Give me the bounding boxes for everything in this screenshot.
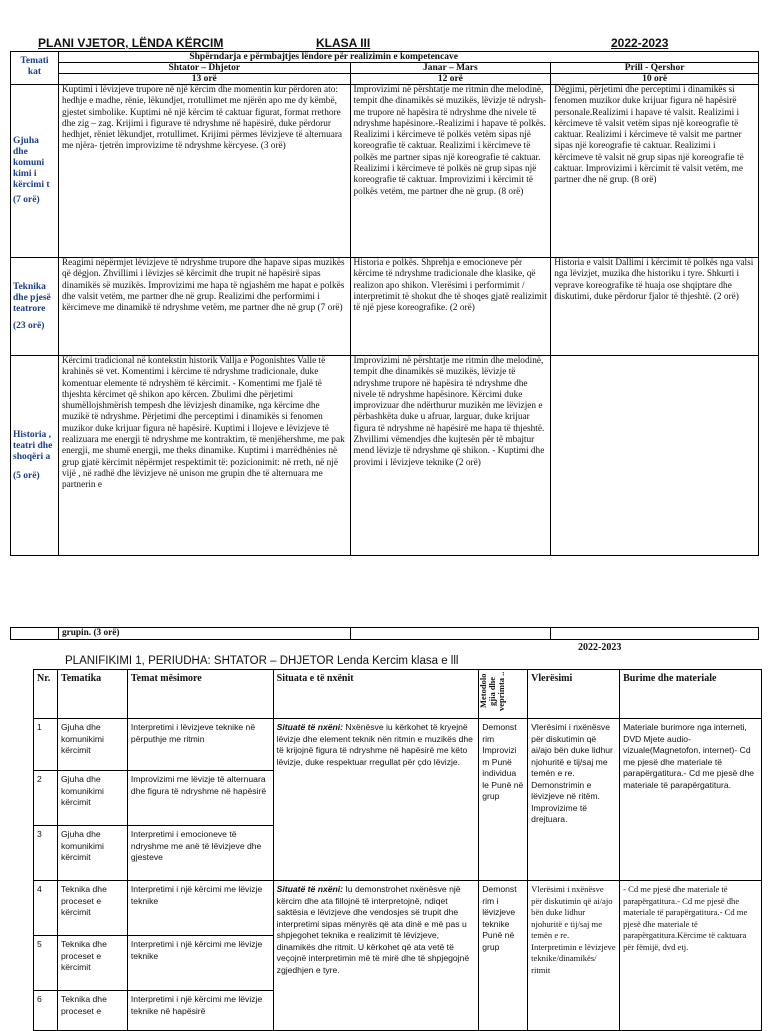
plan-cell: Kërcimi tradicional në kontekstin historik Vallja e Pogonishtes Valle të krahinës së vet. Komentimi i kërcime të ndryshme tradicionale, duke komentuar elemente të ndryshëm të kërcimit. - Komentimi me fjalë të thjeshta kërcimet që shikon apo kërcen. Zbulimi dhe përjetimi shumëllojshmërish tempesh dhe lëvizjesh dinamike, nga kërcime dhe muzikë të ndryshme. Përjetimi dhe perceptimi i dinamikës si fenomen muzikor duke krijuar figura në hapësirë. Kuptimi i llojeve e lëvizjeve të realizuara me energji të ndryshme me kontraktim, të menjëhershme, me pak energji, me shumë energji, me theks dinamike. Kuptimi i marrëdhënies në grup gjatë kërcimit nëpërmjet respektimit të: pozicionimit: në rreth, në një vijë , në radhë dhe lëvizjeve në unison me grupin dhe të alternuara me partnerin e bbox=[58, 356, 350, 556]
header-distribution: Shpërndarja e përmbajtjes lëndore për bbox=[58, 52, 350, 63]
theme-cell: Teknika dhe proceset e bbox=[57, 991, 127, 1031]
period-name: Janar – Mars bbox=[350, 63, 551, 74]
column-header: Situata e të nxënit bbox=[273, 670, 479, 719]
situation-cell bbox=[273, 881, 479, 1031]
table-row bbox=[34, 881, 762, 936]
annual-plan-table bbox=[10, 51, 759, 556]
theme-cell: Gjuha dhe komunikimi kërcimit bbox=[57, 719, 127, 771]
evaluation-cell: Vlerësimi i nxënësve për diskutimin që ai/ajo bën duke lidhur njohuritë e tij/saj me temën e re. Interpretimin e lëvizjeve teknike/dinamikës/ ritmit bbox=[528, 881, 620, 1031]
row-number: 2 bbox=[34, 771, 58, 826]
topic-hours: (7 orë) bbox=[13, 195, 40, 205]
plan-cell: Improvizimi në përshtatje me ritmin dhe melodinë, tempit dhe dinamikës së muzikës, lëvizje të ndrysh-me trupore në hapësira të ndryshme dhe nivele të ndryshme hapësinore.-Realizimi i hapave të polkës. Realizimi i kërcimeve të polkës vetëm sipas një koreografie të caktuar. Realizimi i kërcimeve të polkës me partner sipas një koreografie të caktuar. Realizimi i kërcimeve të polkës në grup sipas një koreografie të caktuar. Improvizimi i kërcimit të polkës vetëm, me partner dhe në grup. (8 orë) bbox=[350, 85, 551, 258]
table-row bbox=[11, 356, 759, 556]
situation-text: Iu demonstrohet nxënësve një kërcim dhe ata fillojnë të interpretojnë, ndiqet saktësia e lëvizjeve dhe vendosjes së trupit dhe interpretimi sipas mënyrës që ata dinë e më pas u shpjegohet teknika e realizimit të lëvizjeve, dinamikës dhe ritmit. U kërkohet që ata vetë të veçojnë interpretimin më të mirë dhe të shpjegojnë zgjedhjen e tyre. bbox=[276, 884, 470, 975]
table-header-row bbox=[34, 670, 762, 719]
plan-cell: Historia e polkës. Shprehja e emocioneve për kërcime të ndryshme tradicionale dhe klasike, që realizon apo shikon. Vlerësimi i performimit / interpretimit të shokut dhe të shoqes gjatë realizimit të një pjese koreografike. (2 orë) bbox=[350, 258, 551, 356]
row-number: 3 bbox=[34, 826, 58, 881]
continuation-row bbox=[11, 628, 759, 640]
topic-name: Teknika dhe pjesë teatrore bbox=[13, 281, 51, 314]
topic-cell: Interpretimi i një kërcimi me lëvizje teknike bbox=[127, 881, 273, 936]
plan-cell: Improvizimi në përshtatje me ritmin dhe melodinë, tempit dhe dinamikës së muzikës, lëvizje të ndryshme trupore në hapësira të ndryshme dhe nivele të ndryshme hapësinore. Kërcimi duke improvizuar dhe ndërthurur muzikën me lëvizjen e përbashkëta duke u afruar, larguar, duke krijuar figura të ndryshme në hapësirë me hapa të thjeshtë. Zhvillimi vëmendjes dhe kujtesën për të mbajtur mend lëvizje të ndryshme që shikon. - Kuptimi dhe provimi i lëvizjeve teknike (2 orë) bbox=[350, 356, 551, 556]
theme-cell: Gjuha dhe komunikimi kërcimit bbox=[57, 826, 127, 881]
plan-cell: Kuptimi i lëvizjeve trupore në një kërcim dhe momentin kur përdoren ato: hedhje e madhe, rënie, lëkundjet, rrotullimet me njërën apo me dy këmbë, gjestet simbolike. Kuptimi në një kërcim të caktuar figurat, format rrethore dhe zig – zag. Krijimi i figurave të ndryshme në hapësirë, duke përdorur hedhjet, rëniet lëkundjet, rrotullimet. Krijimi përmes lëvizjeve të alternuara me njëra- tjetrën improvizime të ndryshme kërcyese. (3 orë) bbox=[58, 85, 350, 258]
column-header: Burime dhe materiale bbox=[620, 670, 762, 719]
situation-label: Situatë të nxëni: bbox=[276, 884, 344, 894]
topic-cell: Interpretimi i një kërcimi me lëvizje teknike bbox=[127, 936, 273, 991]
empty-cell bbox=[350, 628, 551, 640]
period-name: Shtator – Dhjetor bbox=[58, 63, 350, 74]
period-hours: 13 orë bbox=[58, 74, 350, 85]
theme-cell: Teknika dhe proceset e kërcimit bbox=[57, 936, 127, 991]
column-header: Tematika bbox=[57, 670, 127, 719]
topic-name: Gjuha dhe komuni kimi i kërcimi t bbox=[13, 136, 50, 190]
empty-cell bbox=[551, 628, 759, 640]
column-header: Temat mësimore bbox=[127, 670, 273, 719]
table-row bbox=[34, 719, 762, 771]
situation-cell bbox=[273, 719, 479, 881]
topic-hours: (5 orë) bbox=[13, 470, 40, 481]
topic-cell: Interpretimi i një kërcimi me lëvizje teknike në hapësirë bbox=[127, 991, 273, 1031]
evaluation-cell: Vlerësimi i nxënësve për diskutimin që ai/ajo bën duke lidhur njohuritë e tij/saj me temën e re. Demonstrimin e lëvizjeve në ritëm. Improvizime të drejtuara. bbox=[528, 719, 620, 881]
period-hours: 12 orë bbox=[350, 74, 551, 85]
column-header bbox=[479, 670, 528, 719]
row-number: 5 bbox=[34, 936, 58, 991]
period-row bbox=[11, 63, 759, 74]
period-plan-table bbox=[33, 669, 762, 1031]
situation-label: Situatë të nxëni: bbox=[276, 722, 344, 732]
topic-cell: Interpretimi i lëvizjeve teknike në përputhje me ritmin bbox=[127, 719, 273, 771]
topic-name: Historia , teatri dhe shoqëri a bbox=[13, 429, 53, 462]
topic-cell bbox=[11, 85, 59, 258]
plan-cell: Historia e valsit Dallimi i kërcimit të polkës nga valsi nga lëvizjet, muzika dhe historiku i tyre. Shkurti i veprave koreografike të huaja ose shqiptare dhe diskutimi, duke përdorur fjalor të thjeshtë. (2 orë) bbox=[551, 258, 759, 356]
continuation-table bbox=[10, 627, 759, 640]
method-cell: Demonst rim i lëvizjeve teknike Punë në grup bbox=[479, 881, 528, 1031]
column-header: Vlerësimi bbox=[528, 670, 620, 719]
period-name: Prill - Qershor bbox=[551, 63, 759, 74]
row-number: 4 bbox=[34, 881, 58, 936]
column-header: Nr. bbox=[34, 670, 58, 719]
school-year: 2022-2023 bbox=[611, 36, 669, 50]
hours-row bbox=[11, 74, 759, 85]
table-header-row bbox=[11, 52, 759, 63]
row-number: 6 bbox=[34, 991, 58, 1031]
plan2-title: PLANIFIKIMI 1, PERIUDHA: SHTATOR – DHJETOR Lenda Kercim klasa e lll bbox=[65, 655, 459, 667]
continuation-text: grupin. (3 orë) bbox=[58, 628, 350, 640]
period-hours: 10 orë bbox=[551, 74, 759, 85]
topic-column-header: Temati kat bbox=[11, 52, 59, 85]
topic-hours: (23 orë) bbox=[13, 320, 45, 331]
resources-cell: Materiale burimore nga interneti, DVD Mjete audio-vizuale(Magnetofon, internet)- Cd me pjesë dhe materiale të parapërgatitura.- Cd me pjesë dhe materiale të parapërgatitura. bbox=[620, 719, 762, 881]
resources-cell: - Cd me pjesë dhe materiale të parapërgatitura.- Cd me pjesë dhe materiale të parapërgatitura.- Cd me pjesë dhe materiale të parapërgatitura.Kërcime të caktuara për fëmijë, dvd etj. bbox=[620, 881, 762, 1031]
table-row bbox=[11, 258, 759, 356]
page-title: PLANI VJETOR, LËNDA KËRCIM bbox=[38, 36, 224, 50]
school-year-2: 2022-2023 bbox=[578, 642, 622, 653]
plan-cell bbox=[551, 356, 759, 556]
plan-cell: Dëgjimi, përjetimi dhe perceptimi i dinamikës si fenomen muzikor duke krijuar figura në hapësirë personale.Realizimi i hapave të valsit. Realizimi i kërcimeve të valsit vetëm sipas një koreografie të caktuar. Realizimi i kërcimeve të valsit me partner sipas një koreografie të caktuar. Realizimi i kërcimeve të valsit në grup sipas një koreografie të caktuar. Improvizimi i kërcimit të valsit vetëm, me partner dhe në grup. (8 orë) bbox=[551, 85, 759, 258]
class-label: KLASA III bbox=[316, 36, 371, 50]
header-competences: realizimin e kompetencave bbox=[350, 52, 758, 63]
methodology-header: Metodolo gjia dhe veprimta .. bbox=[478, 671, 507, 711]
theme-cell: Gjuha dhe komunikimi kërcimit bbox=[57, 771, 127, 826]
topic-cell: Interpretimi i emocioneve të ndryshme me anë të lëvizjeve dhe gjesteve bbox=[127, 826, 273, 881]
theme-cell: Teknika dhe proceset e kërcimit bbox=[57, 881, 127, 936]
empty-cell bbox=[11, 628, 59, 640]
table-row bbox=[11, 85, 759, 258]
topic-cell: Improvizimi me lëvizje të alternuara dhe figura të ndryshme në hapësirë bbox=[127, 771, 273, 826]
method-cell: Demonst rim Improvizi m Punë individua le Punë në grup bbox=[479, 719, 528, 881]
row-number: 1 bbox=[34, 719, 58, 771]
topic-cell bbox=[11, 356, 59, 556]
situation-text: Nxënësve iu kërkohet të kryejnë lëvizje dhe element teknik nën ritmin e muzikës dhe të krijojnë figura të ndryshme në hapësirë me këto lëvizje, duke respektuar rregullat për çdo lëvizje. bbox=[276, 722, 473, 767]
plan-cell: Reagimi nëpërmjet lëvizjeve të ndryshme trupore dhe hapave sipas muzikës që dëgjon. Zhvillimi i lëvizjes së kërcimit dhe trupit në hapësirë sipas dinamikës së muzikës. Improvizimi me hapa të ngjashëm me hapat e polkës dhe valsit vetëm, me partner dhe në grup. Realizimi dhe performimi i kërcimeve me dinamikë të ndryshme vetëm, me partner dhe në grup (7 orë) bbox=[58, 258, 350, 356]
topic-cell bbox=[11, 258, 59, 356]
